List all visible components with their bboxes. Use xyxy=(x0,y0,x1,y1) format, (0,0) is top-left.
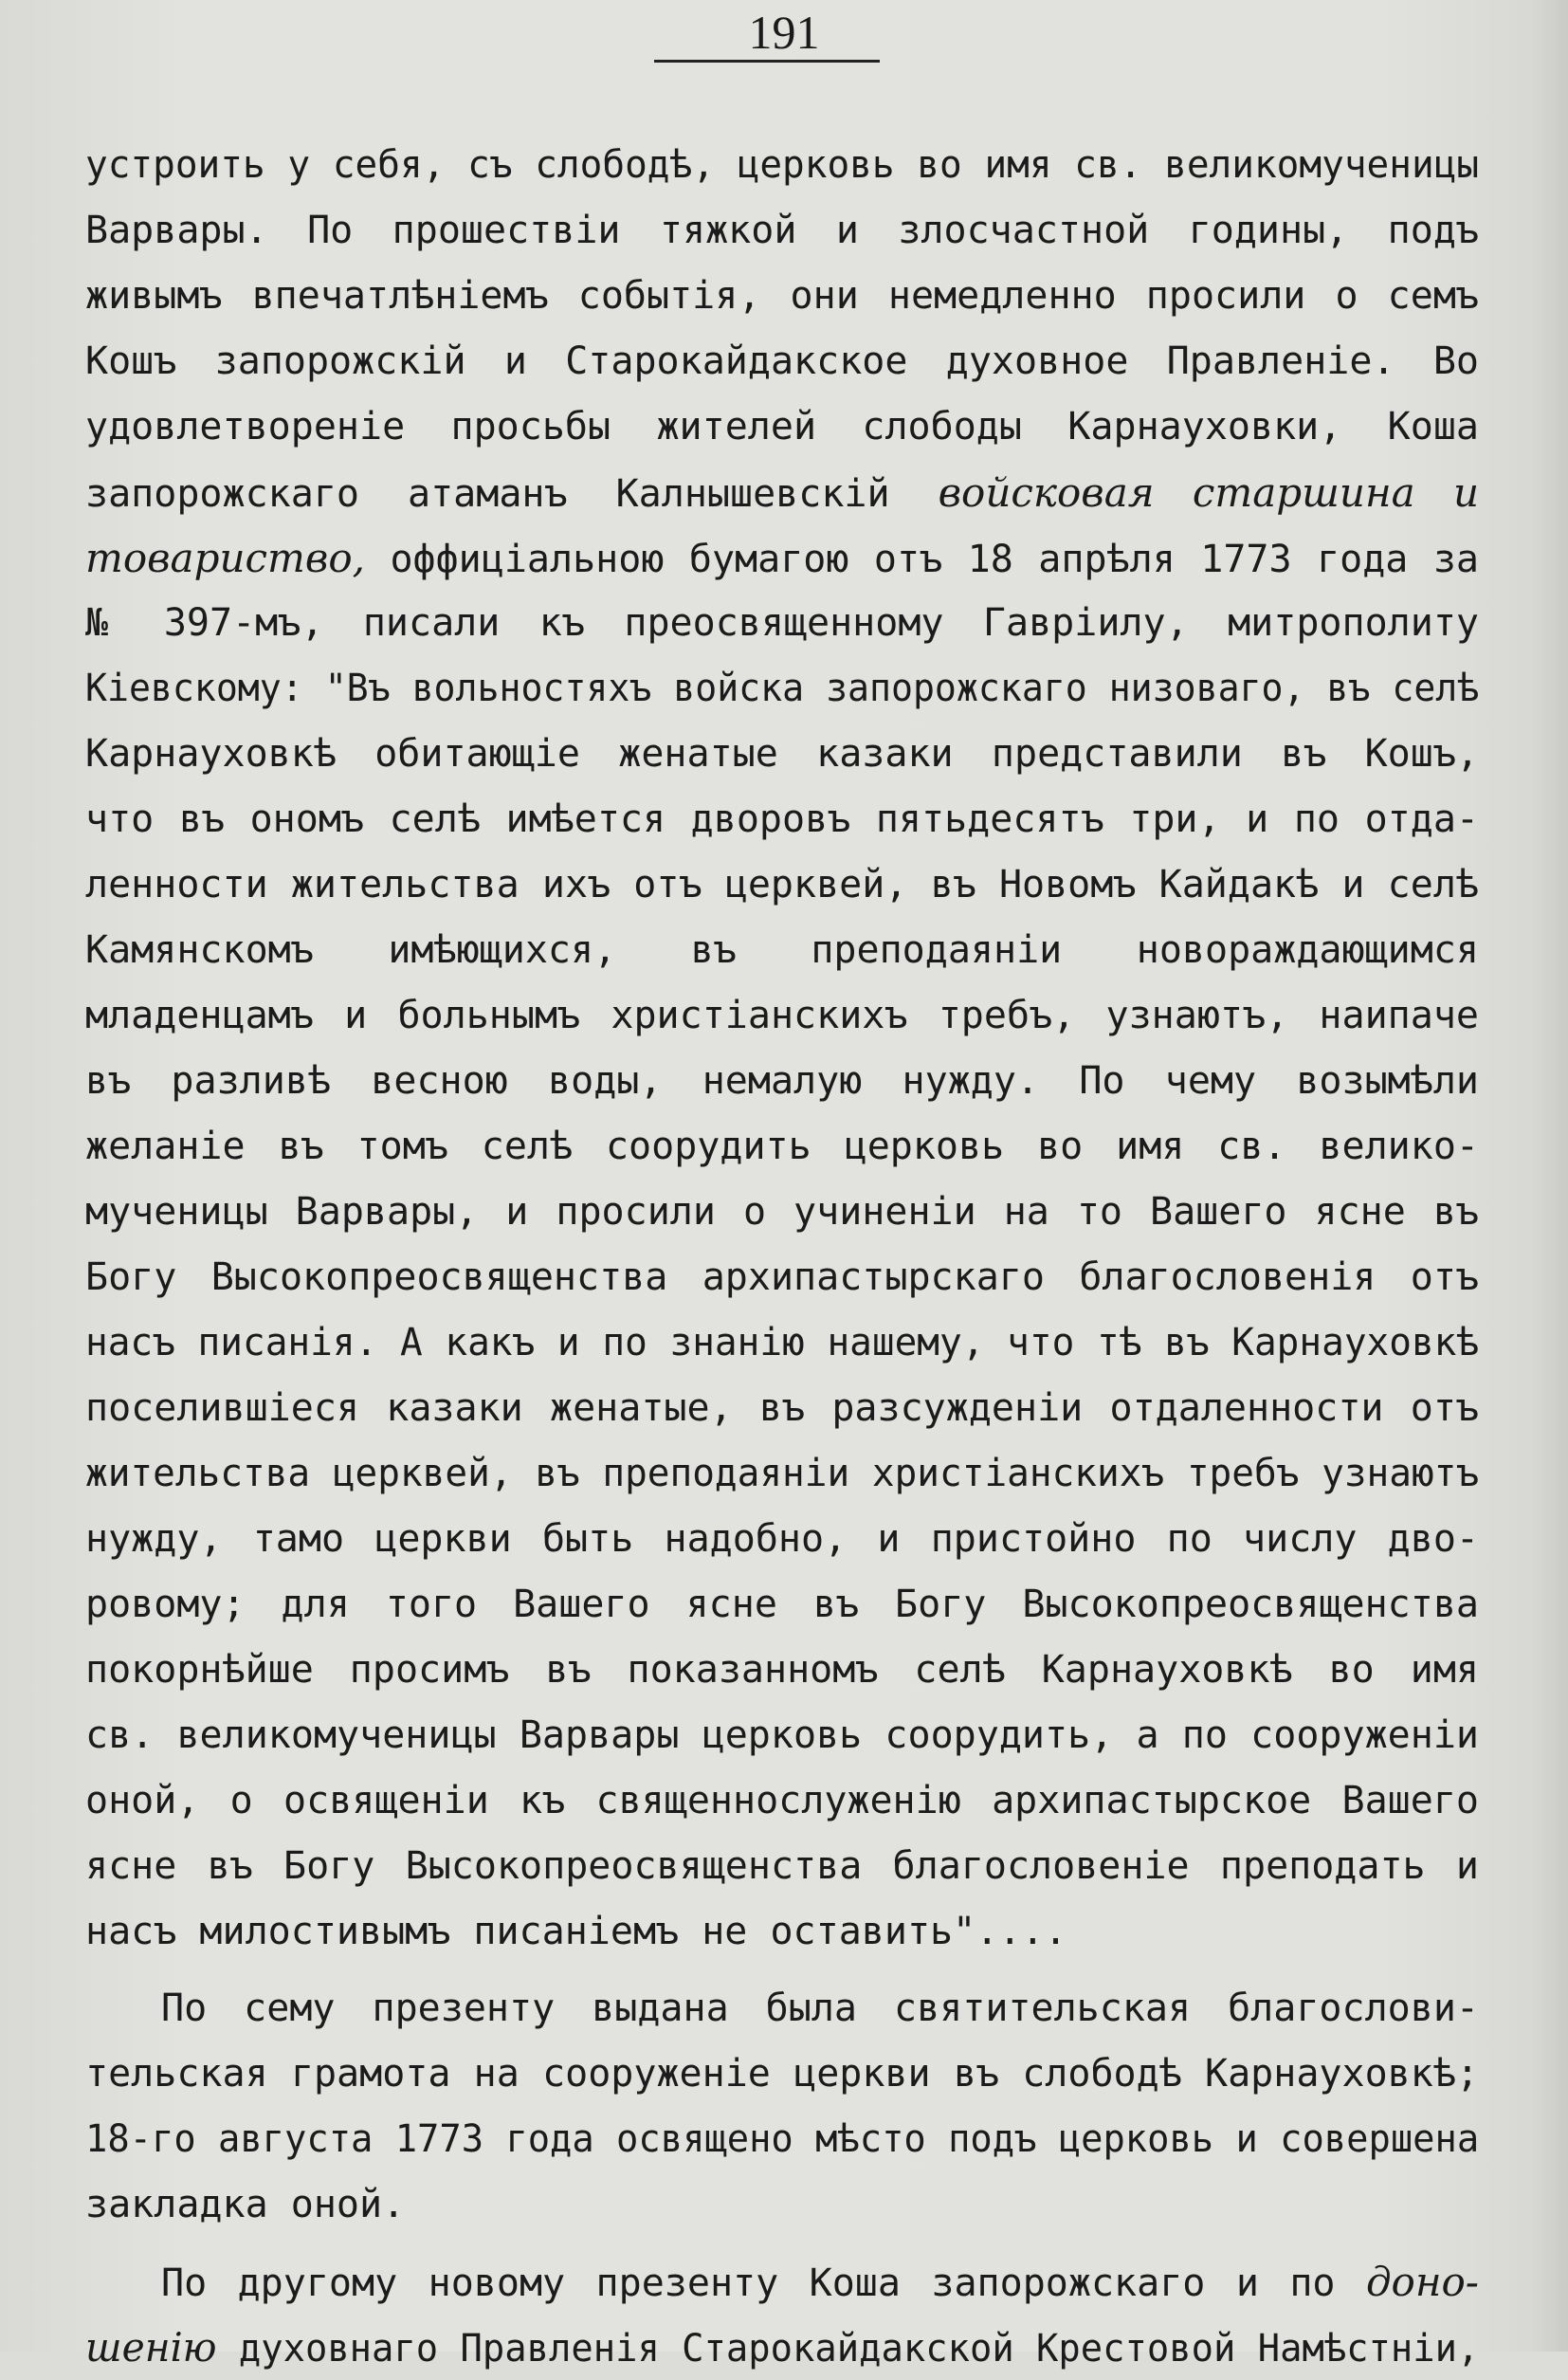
text-segment: запорожскаго атаманъ Калнышевскій xyxy=(85,472,939,516)
text-line xyxy=(85,1441,1479,1507)
paragraph xyxy=(85,2249,1479,2380)
italic-text: шенію xyxy=(85,2324,217,2371)
text-line xyxy=(85,591,1479,656)
text-line xyxy=(85,983,1479,1049)
body-text xyxy=(85,133,1479,2380)
page-number: 191 xyxy=(748,6,820,59)
text-line xyxy=(85,787,1479,852)
text-segment: закладка оной. xyxy=(85,2183,406,2226)
italic-text: войсковая старшина и xyxy=(938,469,1479,516)
text-line xyxy=(85,1768,1479,1834)
text-line xyxy=(85,918,1479,983)
header-rule xyxy=(654,60,880,63)
text-line xyxy=(85,1245,1479,1310)
text-segment: 18-го августа 1773 года освящено мѣсто подъ церковь и совершена xyxy=(85,2117,1479,2161)
text-segment: насъ милостивымъ писаніемъ не оставить".... xyxy=(85,1910,1067,1953)
text-line xyxy=(85,1180,1479,1245)
text-segment: насъ писанія. А какъ и по знанію нашему, что тѣ въ Карнауховкѣ xyxy=(85,1321,1479,1364)
text-line xyxy=(85,1834,1479,1899)
text-segment: № 397-мъ, писали къ преосвященному Гавріилу, митрополиту xyxy=(85,601,1479,645)
paragraph-gap xyxy=(85,2238,1479,2249)
italic-text: доно- xyxy=(1365,2259,1479,2305)
text-segment: Варвары. По прошествіи тяжкой и злосчастной годины, подъ xyxy=(85,209,1479,252)
text-line xyxy=(85,1310,1479,1376)
paragraph xyxy=(85,133,1479,1965)
text-segment: живымъ впечатлѣніемъ событія, они немедленно просили о семъ xyxy=(85,274,1479,318)
text-segment: По сему презенту выдана была святительская благослови- xyxy=(161,1986,1479,2030)
text-segment: устроить у себя, съ слободѣ, церковь во имя св. великомученицы xyxy=(85,143,1479,187)
text-line xyxy=(85,852,1479,918)
text-line xyxy=(85,133,1479,198)
text-segment: По другому новому презенту Коша запорожскаго и по xyxy=(161,2261,1366,2305)
text-segment: Камянскомъ имѣющихся, въ преподаяніи новораждающимся xyxy=(85,928,1479,972)
text-segment: желаніе въ томъ селѣ соорудить церковь во имя св. велико- xyxy=(85,1125,1479,1168)
text-segment: покорнѣйше просимъ въ показанномъ селѣ Карнауховкѣ во имя xyxy=(85,1648,1479,1692)
text-segment: Карнауховкѣ обитающіе женатые казаки представили въ Кошъ, xyxy=(85,732,1479,776)
text-segment: поселившіеся казаки женатые, въ разсужденіи отдаленности отъ xyxy=(85,1386,1479,1430)
text-segment: Богу Высокопреосвященства архипастырскаго благословенія отъ xyxy=(85,1255,1479,1299)
text-segment: въ разливѣ весною воды, немалую нужду. По чему возымѣли xyxy=(85,1059,1479,1103)
text-line xyxy=(85,1114,1479,1180)
text-segment: ленности жительства ихъ отъ церквей, въ Новомъ Кайдакѣ и селѣ xyxy=(85,863,1479,906)
text-line xyxy=(85,2315,1479,2380)
paragraph xyxy=(85,1976,1479,2238)
text-line xyxy=(85,1376,1479,1441)
text-line xyxy=(85,198,1479,264)
text-segment: ясне въ Богу Высокопреосвященства благословеніе преподать и xyxy=(85,1844,1479,1888)
text-line xyxy=(85,1638,1479,1703)
text-line xyxy=(85,460,1479,525)
text-line xyxy=(85,394,1479,460)
text-line xyxy=(85,1572,1479,1638)
text-line xyxy=(85,264,1479,329)
text-line xyxy=(85,2172,1479,2238)
text-line xyxy=(85,722,1479,787)
text-segment: оффиціальною бумагою отъ 18 апрѣля 1773 года за xyxy=(364,538,1479,581)
text-line xyxy=(85,1049,1479,1114)
text-line xyxy=(85,329,1479,394)
text-segment: жительства церквей, въ преподаяніи христіанскихъ требъ узнаютъ xyxy=(85,1452,1479,1495)
text-line xyxy=(85,656,1479,722)
text-segment: младенцамъ и больнымъ христіанскихъ требъ, узнаютъ, наипаче xyxy=(85,994,1479,1037)
text-line xyxy=(85,2249,1479,2315)
text-line xyxy=(85,2041,1479,2107)
text-segment: Кошъ запорожскій и Старокайдакское духовное Правленіе. Во xyxy=(85,339,1479,383)
text-segment: св. великомученицы Варвары церковь соорудить, а по сооруженіи xyxy=(85,1713,1479,1757)
paragraph-gap xyxy=(85,1965,1479,1976)
text-segment: духовнаго Правленія Старокайдакской Крестовой Намѣстніи, xyxy=(216,2327,1479,2371)
text-segment: ровому; для того Вашего ясне въ Богу Высокопреосвященства xyxy=(85,1583,1479,1626)
text-segment: что въ ономъ селѣ имѣется дворовъ пятьдесятъ три, и по отда- xyxy=(85,797,1479,841)
text-segment: нужду, тамо церкви быть надобно, и пристойно по числу дво- xyxy=(85,1517,1479,1561)
text-line xyxy=(85,2107,1479,2172)
page-edge-shadow xyxy=(1530,0,1568,2352)
text-line xyxy=(85,1976,1479,2041)
text-segment: мученицы Варвары, и просили о учиненіи на то Вашего ясне въ xyxy=(85,1190,1479,1234)
text-line xyxy=(85,525,1479,591)
text-line xyxy=(85,1507,1479,1572)
text-segment: Кіевскому: "Въ вольностяхъ войска запорожскаго низоваго, въ селѣ xyxy=(85,667,1479,710)
text-line xyxy=(85,1899,1479,1965)
text-segment: тельская грамота на сооруженіе церкви въ слободѣ Карнауховкѣ; xyxy=(85,2052,1479,2096)
text-line xyxy=(85,1703,1479,1768)
text-segment: удовлетвореніе просьбы жителей слободы Карнауховки, Коша xyxy=(85,405,1479,449)
text-segment: оной, о освященіи къ священнослуженію архипастырское Вашего xyxy=(85,1779,1479,1822)
italic-text: товариство, xyxy=(85,535,365,581)
page-header xyxy=(0,4,1568,61)
